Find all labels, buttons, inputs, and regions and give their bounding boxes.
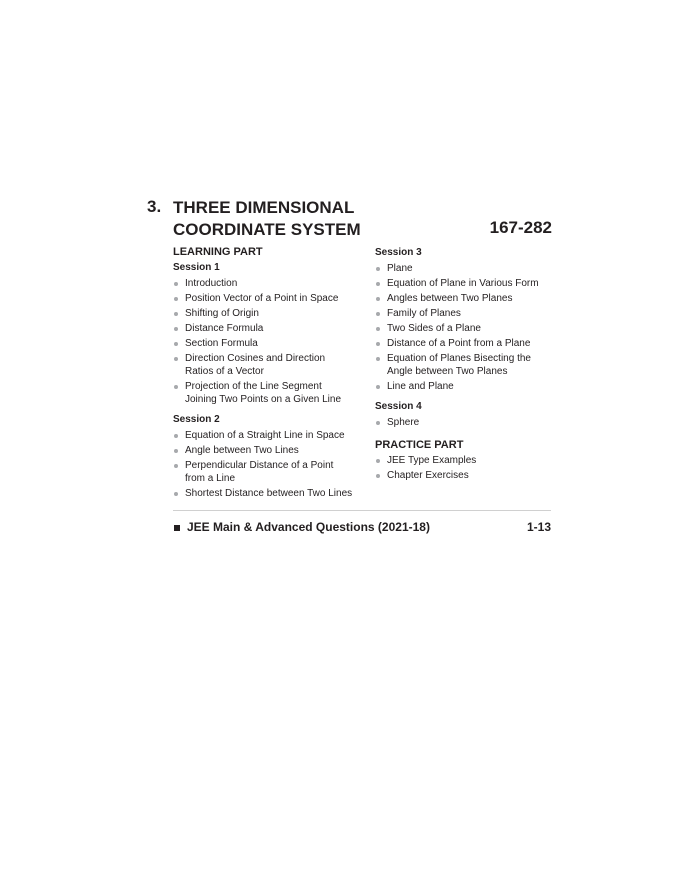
list-item — [173, 337, 353, 350]
list-item-label: Perpendicular Distance of a Point from a Line — [185, 460, 334, 484]
list-item — [375, 352, 555, 378]
bullet-icon — [174, 385, 178, 389]
list-item-label: Distance Formula — [185, 323, 264, 334]
square-bullet-icon — [174, 525, 180, 531]
bullet-icon — [376, 421, 380, 425]
practice-part-list — [375, 454, 555, 482]
bullet-icon — [174, 434, 178, 438]
list-item — [173, 352, 353, 378]
list-item — [173, 444, 353, 457]
list-item — [173, 292, 353, 305]
list-item — [375, 337, 555, 350]
practice-part-heading: PRACTICE PART — [375, 439, 464, 451]
list-item-label: Shortest Distance between Two Lines — [185, 488, 353, 499]
bullet-icon — [174, 357, 178, 361]
bullet-icon — [376, 459, 380, 463]
list-item-label: Distance of a Point from a Plane — [387, 338, 531, 349]
session-1-list — [173, 277, 353, 406]
list-item-label: Plane — [387, 263, 413, 274]
bullet-icon — [376, 297, 380, 301]
list-item-label: Equation of a Straight Line in Space — [185, 430, 345, 441]
list-item — [375, 380, 555, 393]
list-item — [375, 416, 555, 429]
left-column — [173, 246, 353, 502]
list-item-label: Section Formula — [185, 338, 258, 349]
list-item-label: JEE Type Examples — [387, 455, 477, 466]
list-item-label: Shifting of Origin — [185, 308, 259, 319]
bullet-icon — [174, 327, 178, 331]
bullet-icon — [174, 449, 178, 453]
bullet-icon — [174, 492, 178, 496]
list-item-label: Sphere — [387, 417, 420, 428]
session-2-list — [173, 429, 353, 500]
divider — [173, 510, 551, 511]
right-column — [375, 246, 555, 484]
list-item-label: Two Sides of a Plane — [387, 323, 481, 334]
list-item-label: Projection of the Line Segment Joining Two Points on a Given Line — [185, 381, 342, 405]
list-item-label: Family of Planes — [387, 308, 461, 319]
chapter-page-range: 167-282 — [489, 218, 552, 237]
list-item-label: Equation of Planes Bisecting the Angle between Two Planes — [387, 353, 531, 377]
session-4-list — [375, 416, 555, 429]
session-2-heading: Session 2 — [173, 414, 220, 425]
chapter-title: THREE DIMENSIONAL COORDINATE SYSTEM — [173, 198, 361, 239]
list-item — [173, 487, 353, 500]
list-item-label: Position Vector of a Point in Space — [185, 293, 339, 304]
bullet-icon — [174, 297, 178, 301]
list-item — [173, 429, 353, 442]
list-item — [173, 380, 353, 406]
list-item — [375, 307, 555, 320]
jee-questions-row — [173, 520, 551, 538]
bullet-icon — [376, 282, 380, 286]
chapter-number: 3. — [147, 197, 162, 216]
list-item-label: Equation of Plane in Various Form — [387, 278, 539, 289]
list-item — [173, 459, 353, 485]
list-item — [173, 322, 353, 335]
bullet-icon — [376, 342, 380, 346]
list-item — [173, 277, 353, 290]
session-1-heading: Session 1 — [173, 262, 220, 273]
list-item — [375, 277, 555, 290]
list-item — [375, 322, 555, 335]
bullet-icon — [376, 357, 380, 361]
list-item-label: Angles between Two Planes — [387, 293, 513, 304]
bullet-icon — [174, 342, 178, 346]
list-item-label: Line and Plane — [387, 381, 454, 392]
list-item-label: Chapter Exercises — [387, 470, 469, 481]
session-3-heading: Session 3 — [375, 247, 422, 258]
list-item — [375, 262, 555, 275]
bullet-icon — [376, 312, 380, 316]
bullet-icon — [174, 312, 178, 316]
list-item-label: Angle between Two Lines — [185, 445, 299, 456]
bullet-icon — [376, 327, 380, 331]
bullet-icon — [376, 474, 380, 478]
bullet-icon — [174, 464, 178, 468]
learning-part-heading: LEARNING PART — [173, 246, 263, 258]
bullet-icon — [174, 282, 178, 286]
session-3-list — [375, 262, 555, 393]
jee-questions-page-range: 1-13 — [526, 520, 551, 534]
list-item — [173, 307, 353, 320]
bullet-icon — [376, 385, 380, 389]
list-item-label: Introduction — [185, 278, 238, 289]
list-item — [375, 454, 555, 467]
bullet-icon — [376, 267, 380, 271]
list-item-label: Direction Cosines and Direction Ratios of a Vector — [185, 353, 326, 377]
list-item — [375, 469, 555, 482]
session-4-heading: Session 4 — [375, 401, 422, 412]
jee-questions-label: JEE Main & Advanced Questions (2021-18) — [187, 520, 430, 534]
list-item — [375, 292, 555, 305]
